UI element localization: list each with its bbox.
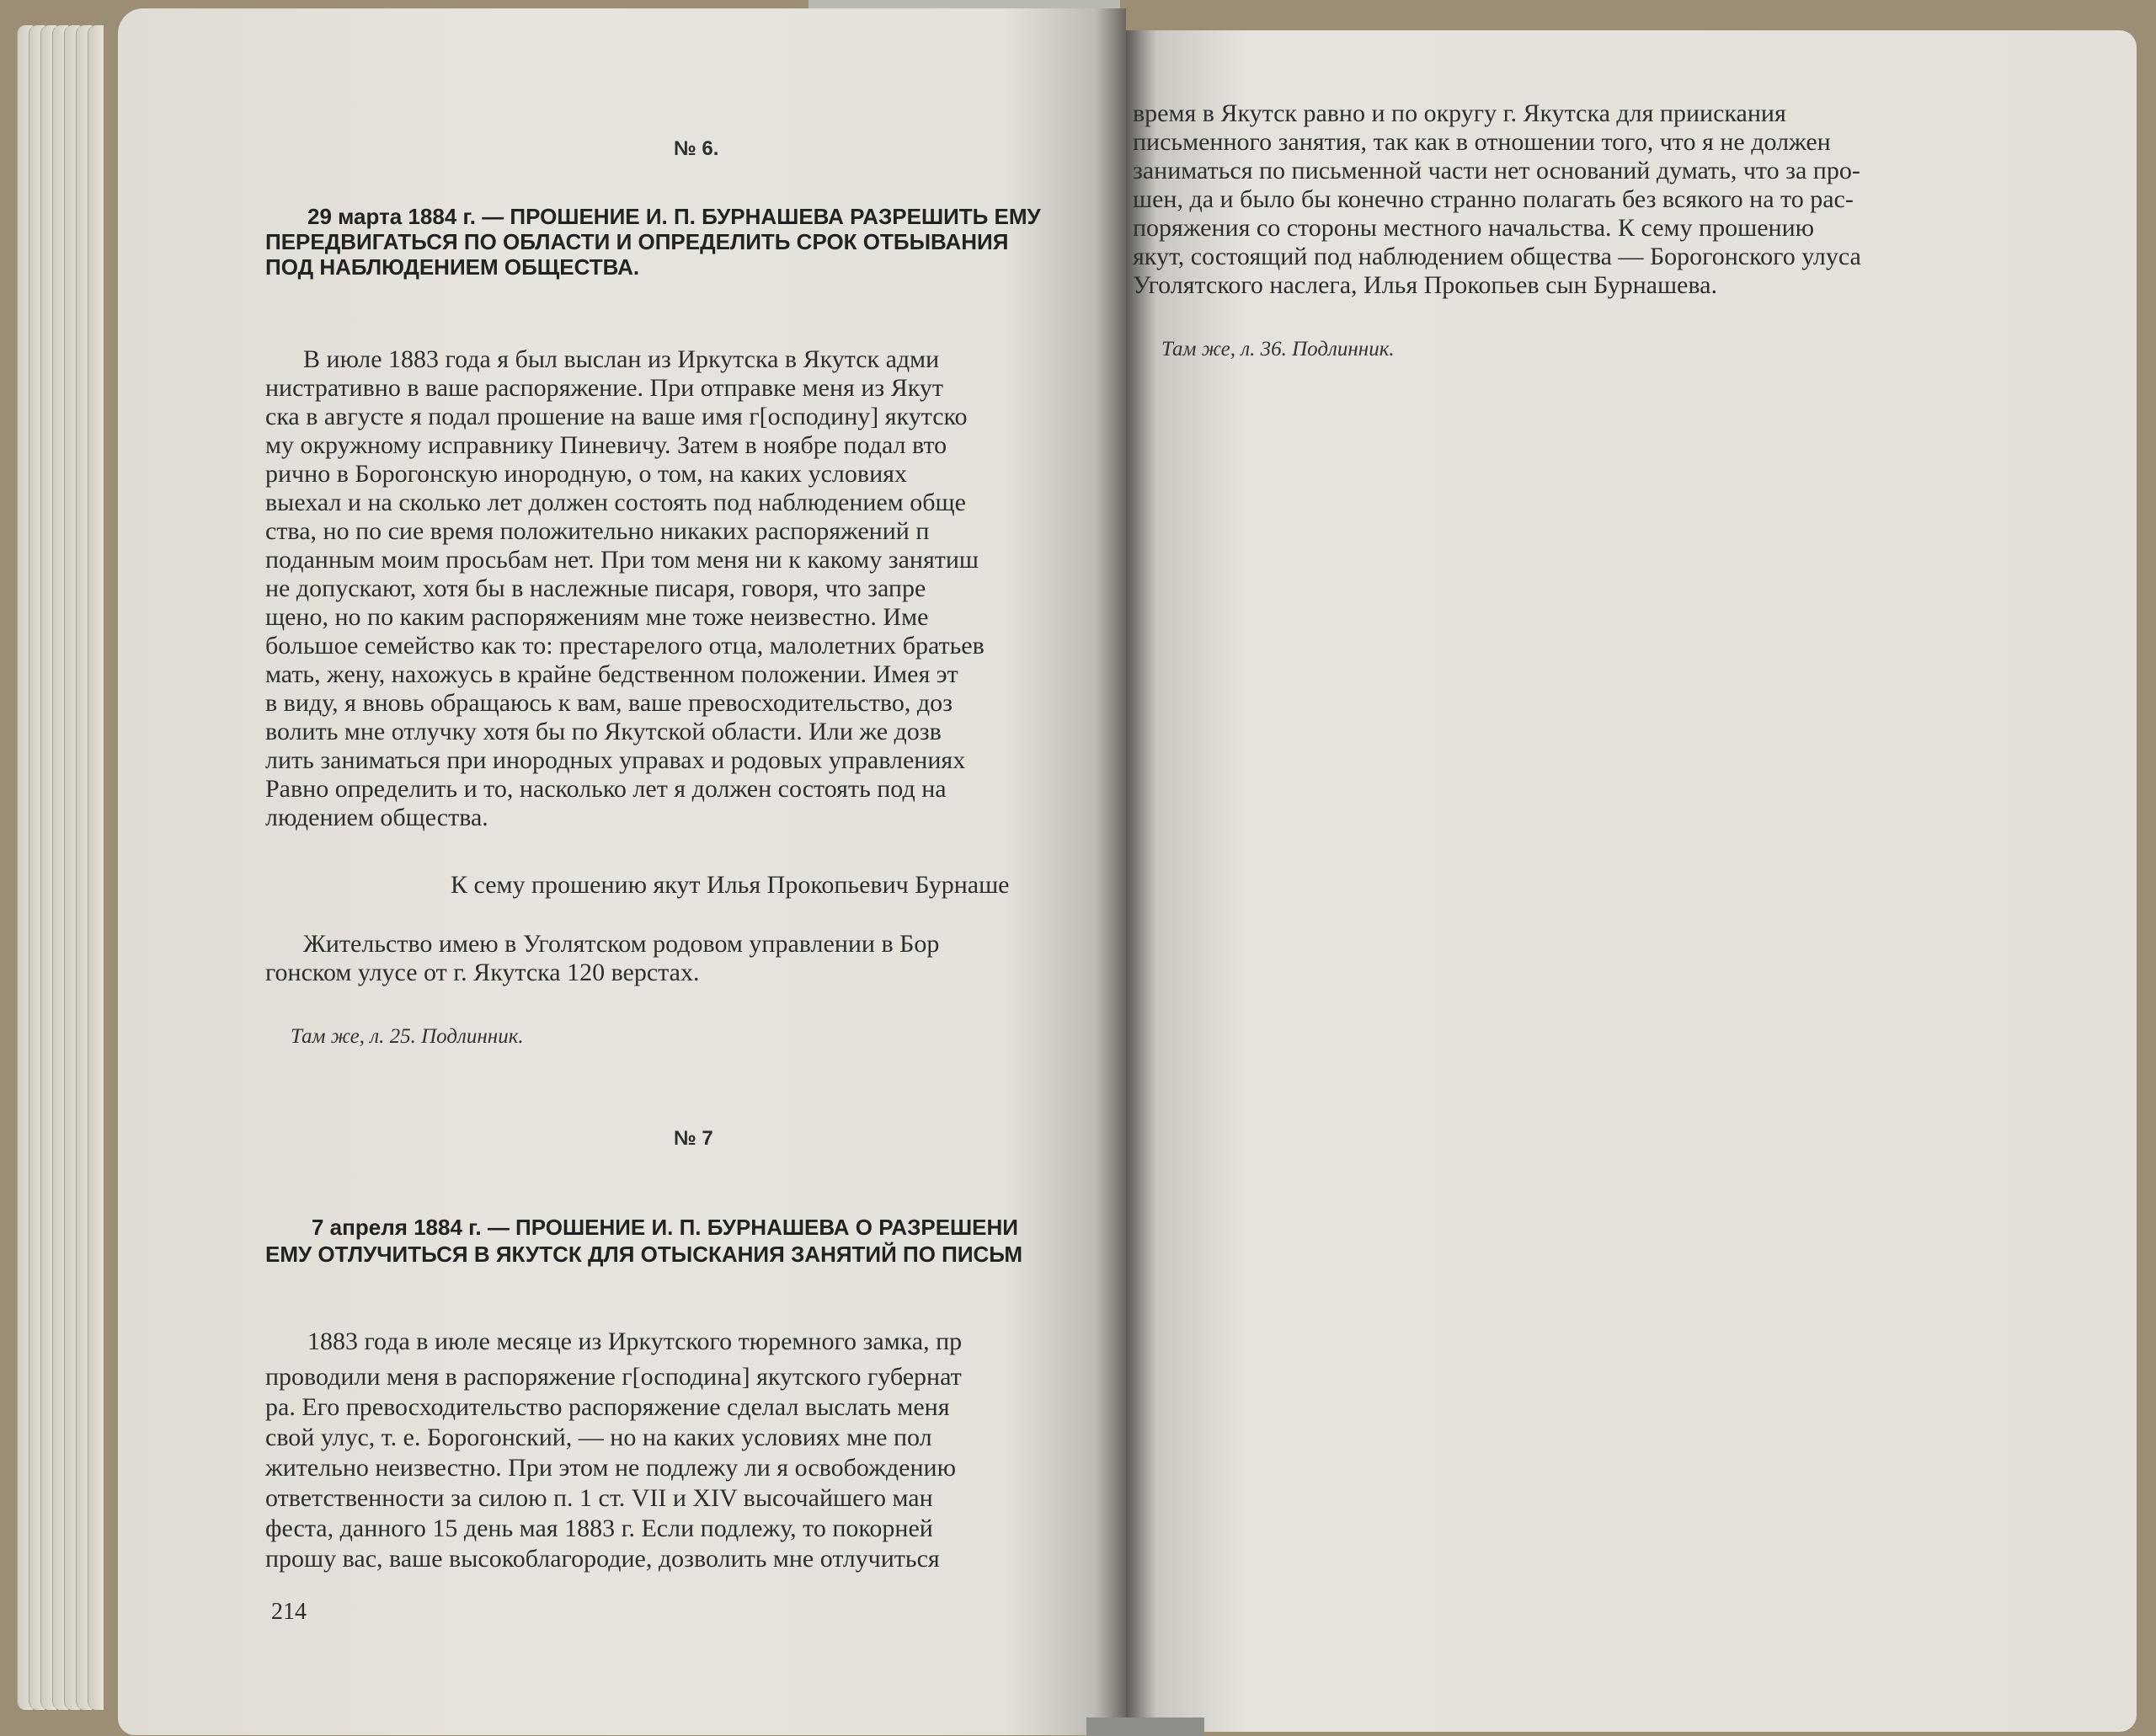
body-line: нистративно в ваше распоряжение. При отправке меня из Якут <box>265 374 943 402</box>
page-number: 214 <box>271 1599 307 1625</box>
page-edges <box>17 25 135 1710</box>
body-line: щено, но по каким распоряжениям мне тоже неизвестно. Име <box>265 603 929 631</box>
doc6-signature: К сему прошению якут Илья Прокопьевич Бурнаше <box>451 871 1010 899</box>
right-source-note: Там же, л. 36. Подлинник. <box>1161 338 1395 361</box>
body-line: му окружному исправнику Пиневичу. Затем в ноябре подал вто <box>265 431 947 459</box>
body-line: волить мне отлучку хотя бы по Якутской области. Или же дозв <box>265 718 942 745</box>
body-line: выехал и на сколько лет должен состоять под наблюдением обще <box>265 489 966 516</box>
body-line: феста, данного 15 день мая 1883 г. Если подлежу, то покорней <box>265 1514 933 1542</box>
body-line: свой улус, т. е. Борогонский, — но на каких условиях мне пол <box>265 1424 932 1451</box>
body-line: поряжения со стороны местного начальства. К сему прошению <box>1133 214 1815 242</box>
body-line: заниматься по письменной части нет оснований думать, что за про- <box>1133 157 1860 184</box>
body-line: прошу вас, ваше высокоблагородие, дозволить мне отлучиться <box>265 1545 940 1573</box>
doc6-residence-line: гонском улусе от г. Якутска 120 верстах. <box>265 959 700 986</box>
body-line: мать, жену, нахожусь в крайне бедственном положении. Имея эт <box>265 660 958 688</box>
doc6-heading-line: ПОД НАБЛЮДЕНИЕМ ОБЩЕСТВА. <box>265 254 640 280</box>
body-line: Уголятского наслега, Илья Прокопьев сын Бурнашева. <box>1133 271 1717 299</box>
body-line: лить заниматься при инородных управах и родовых управлениях <box>265 746 966 774</box>
spine-headband-bottom <box>1086 1717 1204 1736</box>
body-line: ра. Его превосходительство распоряжение сделал выслать меня <box>265 1393 950 1421</box>
body-line: ства, но по сие время положительно никаких распоряжений п <box>265 517 930 545</box>
body-line: в виду, я вновь обращаюсь к вам, ваше превосходительство, доз <box>265 689 953 717</box>
body-line: ответственности за силою п. 1 ст. VII и XIV высочайшего ман <box>265 1484 933 1512</box>
body-line: ска в августе я подал прошение на ваше имя г[осподину] якутско <box>265 403 968 430</box>
doc6-heading-line: 29 марта 1884 г. — ПРОШЕНИЕ И. П. БУРНАШЕВА РАЗРЕШИТЬ ЕМУ <box>307 204 1041 229</box>
body-line: не допускают, хотя бы в наслежные писаря, говоря, что запре <box>265 574 926 602</box>
doc6-source-note: Там же, л. 25. Подлинник. <box>291 1025 524 1048</box>
doc7-number: № 7 <box>674 1127 713 1150</box>
doc6-number: № 6. <box>674 137 719 160</box>
body-line: время в Якутск равно и по округу г. Якутска для приискания <box>1133 99 1786 127</box>
body-line: людением общества. <box>265 804 488 831</box>
body-line: якут, состоящий под наблюдением общества — Борогонского улуса <box>1133 243 1861 270</box>
body-line: Равно определить и то, насколько лет я должен состоять под на <box>265 775 947 803</box>
body-line: поданным моим просьбам нет. При том меня ни к какому занятиш <box>265 546 979 574</box>
doc7-heading-line: 7 апреля 1884 г. — ПРОШЕНИЕ И. П. БУРНАШЕВА О РАЗРЕШЕНИ <box>312 1215 1018 1240</box>
doc6-residence-line: Жительство имею в Уголятском родовом управлении в Бор <box>303 930 940 958</box>
right-page <box>1126 30 2137 1732</box>
body-line: проводили меня в распоряжение г[осподина] якутского губернат <box>265 1363 962 1391</box>
body-line: 1883 года в июле месяце из Иркутского тюремного замка, пр <box>307 1327 963 1355</box>
body-line: жительно неизвестно. При этом не подлежу ли я освобождению <box>265 1454 956 1482</box>
body-line: письменного занятия, так как в отношении того, что я не должен <box>1133 128 1831 156</box>
doc7-heading-line: ЕМУ ОТЛУЧИТЬСЯ В ЯКУТСК ДЛЯ ОТЫСКАНИЯ ЗАНЯТИЙ ПО ПИСЬМ <box>265 1242 1022 1267</box>
body-line: шен, да и было бы конечно странно полагать без всякого на то рас- <box>1133 185 1854 213</box>
body-line: В июле 1883 года я был выслан из Иркутска в Якутск адми <box>303 345 940 373</box>
body-line: рично в Борогонскую инородную, о том, на каких условиях <box>265 460 907 488</box>
left-page <box>118 8 1126 1735</box>
doc6-heading-line: ПЕРЕДВИГАТЬСЯ ПО ОБЛАСТИ И ОПРЕДЕЛИТЬ СРОК ОТБЫВАНИЯ <box>265 229 1009 254</box>
body-line: большое семейство как то: престарелого отца, малолетних братьев <box>265 632 985 660</box>
